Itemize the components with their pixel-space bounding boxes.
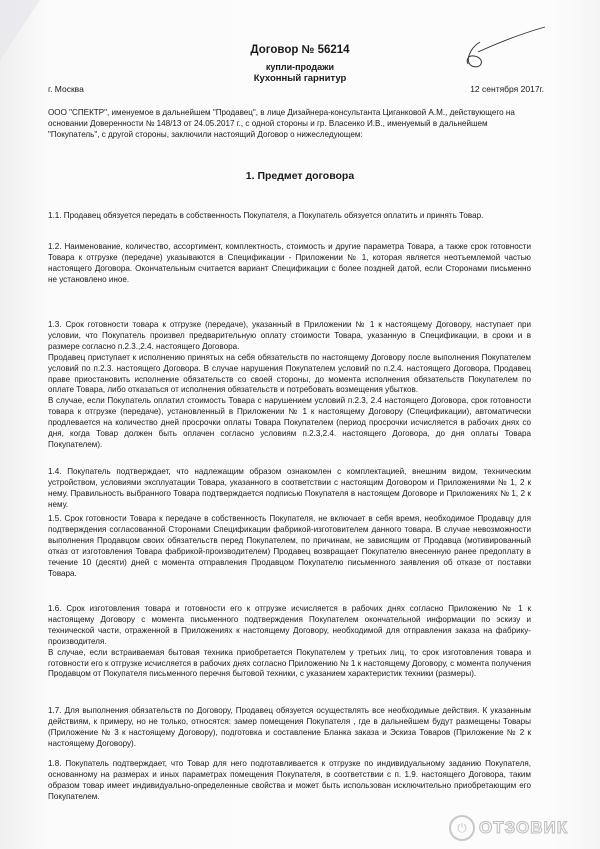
clause-1-8: 1.8. Покупатель подтверждает, что Товар для него подготавливается к отгрузке по индивидуальному заданию Покупателя, основанному на размерах и иных параметрах помещения Покупателя, в соответствии с п. 1.9. настоящего Договора, таким образом товар имеет индивидуально-определенные свойства и может быть использован исключительно приобретающим его Покупателем. <box>48 759 531 801</box>
clause-1-2: 1.2. Наименование, количество, ассортимент, комплектность, стоимость и другие параметра Товара, а также срок готовности Товара к отгрузке (передаче) указываются в Спецификации - Приложении № 1, которая является неотъемлемой частью настоящего Договора. Окончательным считается вариант Спецификации с более поздней датой, если Сторонами письменно не установлено иное. <box>48 242 531 284</box>
city: г. Москва <box>48 84 84 94</box>
document-title: Договор № 56214 <box>250 44 350 56</box>
clause-1-3-part-c: В случае, если Покупатель оплатил стоимость Товара с нарушением условий п.2.3, 2.4 настоящего Договора, срок готовности товара к отгрузке (передаче), установленный в Приложении № 1 к настоящему Договору (Спецификации), автоматически продлевается на количество дней просрочки оплаты Товара Покупателем (период просрочки исчисляется в рабочих днях со дня, когда Товар должен быть оплачен согласно условиям п.2.3,2.4. настоящего Договора, до дня оплаты Товара Покупателем). <box>48 396 531 449</box>
document-subtitle: купли-продажи <box>265 62 335 72</box>
preamble: ООО "СПЕКТР", именуемое в дальнейшем "Продавец", в лице Дизайнера-консультанта Циганковой А.М., действующего на основании Доверенности № 148/13 от 24.05.2017 г., с одной стороны и гр. Власенко И.В., именуемый в дальнейшем "Покупатель", с другой стороны, заключили настоящий Договор о нижеследующем: <box>48 108 515 139</box>
otzovik-watermark <box>449 815 568 841</box>
section-title: 1. Предмет договора <box>245 170 355 182</box>
clause-1-6 <box>48 604 531 680</box>
clause-1-6-part-b: В случае, если встраиваемая бытовая техника приобретается Покупателем у третьих лиц, то срок изготовления товара и готовности его к отгрузке исчисляется в рабочих днях согласно Приложению № 1 к настоящему Договору, с момента получения Продавцом от Покупателя письменного перечня бытовой техники, с указанием характеристик техники (размеры). <box>48 647 531 679</box>
clause-1-3 <box>48 320 531 451</box>
document-subject: Кухонный гарнитур <box>253 73 347 84</box>
power-icon: ⏻ <box>449 815 475 841</box>
watermark-text: ОТЗОВИК <box>479 818 569 837</box>
clause-1-4: 1.4. Покупатель подтверждает, что надлежащим образом ознакомлен с комплектацией, внешним видом, техническим устройством, условиями эксплуатации Товара, указанного в соответствии с настоящим Договором и Приложениями № 1, 2 к нему. Правильность выбранного Товара подтверждается подписью Покупателя в настоящем Договоре и Приложениях № 1, 2 к нему. <box>48 467 531 509</box>
clause-1-6-part-a: 1.6. Срок изготовления товара и готовности его к отгрузке исчисляется в рабочих днях согласно Приложению № 1 к настоящему Договору с момента письменного подтверждения Покупателем окончательной информации по эскизу и технической части, отраженной в Приложениях к настоящему Договору, необходимой для отправления заказа на фабрику-производителя. <box>48 604 531 646</box>
clause-1-3-part-b: Продавец приступает к исполнению принятых на себя обязательств по настоящему Договору после выполнения Покупателем условий по п.2.3. настоящего Договора. В случае нарушения Покупателем условий по п.2.4. настоящего Договора, Продавец праве приостановить исполнение обязательств со своей стороны, до момента исполнения обязательств Покупателем по оплате Товара, либо отказаться от исполнения обязательств и потребовать возмещения убытков. <box>48 352 531 395</box>
clause-1-1: 1.1. Продавец обязуется передать в собственность Покупателя, а Покупатель обязуется оплатить и принять Товар. <box>48 211 484 220</box>
clause-1-5: 1.5. Срок готовности Товара к передаче в собственность Покупателя, не включает в себя время, необходимое Продавцу для подтверждения согласованной Сторонами Спецификации фабрикой-изготовителем данного товара. В случае невозможности выполнения Продавцом своих обязательств перед Покупателем, по причинам, не зависящим от Продавца (мотивированный отказ от изготовления Товара фабрикой-производителем) Продавец возвращает Покупателю внесенную ранее предоплату в течение 10 (десяти) дней с момента отправления Продавцом Покупателю письменного заявления об отказе от поставки Товара. <box>48 514 531 578</box>
clause-1-3-part-a: 1.3. Срок готовности товара к отгрузке (передаче), указанный в Приложении № 1 к настоящему Договору, наступает при условии, что Покупатель произвел предварительную оплату стоимости Товара, указанную в Спецификации, в сроки и в размере согласно п.2.3.,2.4. настоящего Договора. <box>48 320 531 351</box>
clause-1-7: 1.7. Для выполнения обязательств по Договору, Продавец обязуется осуществлять все необходимые действия. К указанным действиям, к примеру, но не только, относятся: замер помещения Покупателя , где в дальнейшем будут размещены Товары (Приложение № 3 к настоящему Договору), подготовка и составление Бланка заказа и Эскиза Товаров (Приложение № 2 к настоящему Договору). <box>48 706 531 748</box>
contract-date: 12 сентября 2017г. <box>470 84 544 94</box>
